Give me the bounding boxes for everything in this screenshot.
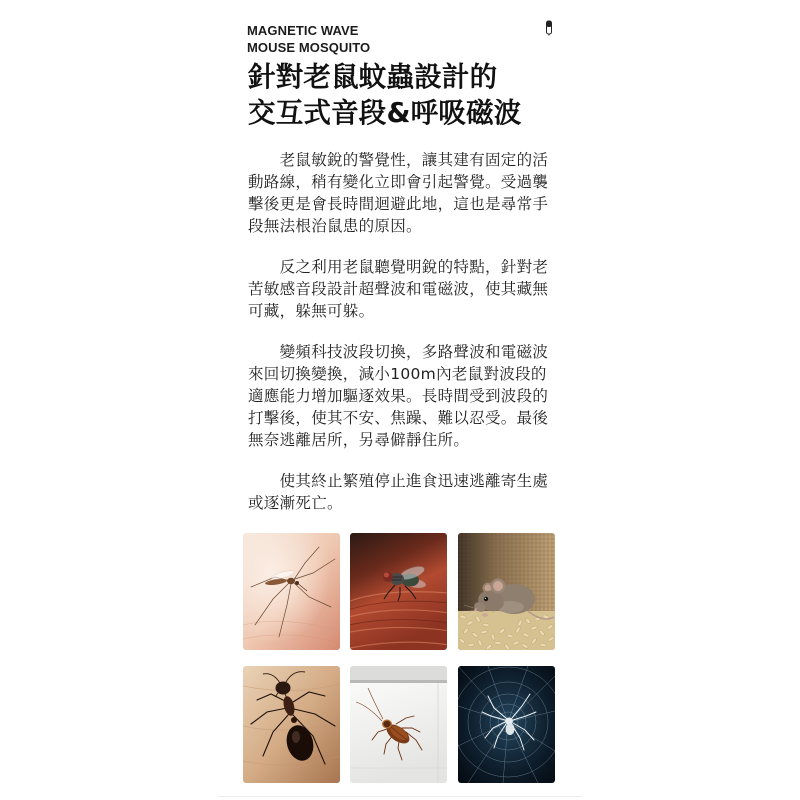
paragraph-line: 擊後更是會長時間迴避此地，這也是尋常手	[248, 195, 549, 213]
fly-photo	[350, 533, 447, 650]
paragraph-line: 苦敏感音段設計超聲波和電磁波，使其藏無	[248, 280, 549, 298]
paragraph-line: 反之利用老鼠聽覺明銳的特點，針對老	[279, 258, 549, 276]
paragraph-line: 可藏，躲無可躲。	[248, 302, 375, 320]
spider-photo	[458, 666, 555, 783]
paragraph-4	[248, 470, 552, 514]
cockroach-photo	[350, 666, 447, 783]
eyebrow-heading	[247, 22, 370, 56]
paragraph-line: 來回切換變換，減小100m內老鼠對波段的	[248, 365, 547, 383]
device-icon	[545, 20, 553, 36]
paragraph-line: 無奈逃離居所，另尋僻靜住所。	[248, 431, 470, 449]
eyebrow-line-1: MAGNETIC WAVE	[247, 23, 359, 38]
mosquito-photo	[243, 533, 340, 650]
ant-photo	[243, 666, 340, 783]
paragraph-2	[248, 256, 552, 322]
paragraph-line: 老鼠敏銳的警覺性，讓其建有固定的活	[279, 151, 549, 169]
description-body	[248, 149, 552, 514]
paragraph-line: 動路線，稍有變化立即會引起警覺。受過襲	[248, 173, 549, 191]
paragraph-line: 段無法根治鼠患的原因。	[248, 217, 422, 235]
paragraph-line: 打擊後，使其不安、焦躁、難以忍受。最後	[248, 409, 549, 427]
paragraph-line: 使其終止繁殖停止進食迅速逃離寄生處	[279, 472, 549, 490]
title-line-1: 針對老鼠蚊蟲設計的	[248, 61, 498, 93]
eyebrow-line-2: MOUSE MOSQUITO	[247, 40, 371, 55]
mouse-photo	[458, 533, 555, 650]
paragraph-1	[248, 149, 552, 237]
title-line-2: 交互式音段&呼吸磁波	[248, 97, 522, 129]
paragraph-line: 適應能力增加驅逐效果。長時間受到波段的	[248, 387, 549, 405]
page-title	[248, 59, 521, 131]
paragraph-line: 或逐漸死亡。	[248, 494, 343, 512]
paragraph-line: 變頻科技波段切換，多路聲波和電磁波	[279, 343, 549, 361]
content-bottom-edge	[218, 796, 582, 797]
paragraph-3	[248, 341, 552, 451]
